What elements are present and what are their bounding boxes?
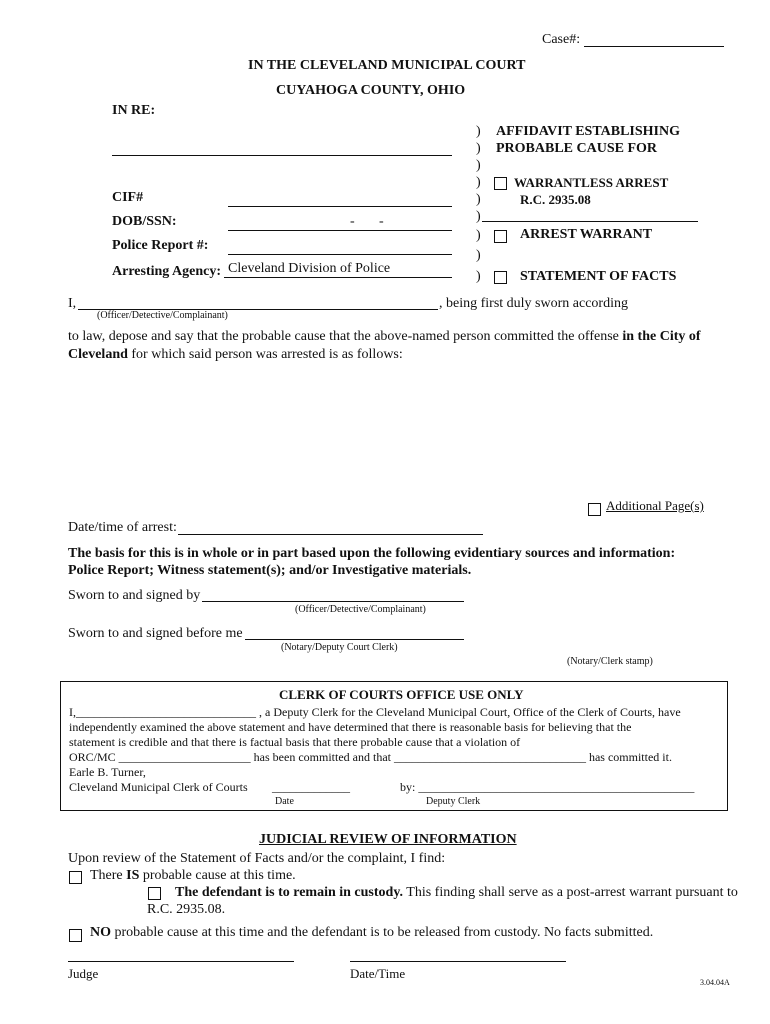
arrest-warrant-label: ARREST WARRANT (520, 227, 653, 242)
no-probable-cause-checkbox[interactable] (69, 929, 82, 942)
dob-separator-1: - (350, 214, 355, 229)
arresting-agency-value[interactable]: Cleveland Division of Police (228, 261, 391, 276)
affidavit-title-1: AFFIDAVIT ESTABLISHING (496, 124, 681, 139)
oath-body-line2: Cleveland for which said person was arrested is as follows: (68, 347, 403, 362)
paren: ) (476, 124, 481, 139)
clerk-name: Earle B. Turner, (69, 765, 146, 779)
additional-pages-label: Additional Page(s) (606, 498, 704, 513)
dob-ssn-label: DOB/SSN: (112, 214, 177, 229)
statement-of-facts-checkbox[interactable] (494, 271, 507, 284)
sworn-before-caption: (Notary/Deputy Court Clerk) (281, 642, 398, 653)
arresting-agency-field[interactable] (224, 277, 452, 278)
judicial-review-title: JUDICIAL REVIEW OF INFORMATION (259, 832, 517, 847)
judge-label: Judge (68, 966, 99, 981)
statement-of-facts-label: STATEMENT OF FACTS (520, 269, 677, 284)
clerk-date-caption: Date (275, 796, 294, 807)
notary-stamp-caption: (Notary/Clerk stamp) (567, 656, 653, 667)
basis-line2: Police Report; Witness statement(s); and/or Investigative materials. (68, 563, 472, 578)
remain-in-custody-checkbox[interactable] (148, 887, 161, 900)
cif-field[interactable] (228, 206, 452, 207)
paren: ) (476, 158, 481, 173)
clerk-line3: statement is credible and that there is factual basis that there probable cause that a violation of (69, 735, 521, 749)
notary-signature-field[interactable] (245, 639, 464, 640)
clerk-line1: I,______________________________ , a Deputy Clerk for the Cleveland Municipal Court, Office of the Clerk of Courts, have (69, 705, 681, 719)
no-probable-cause-label: NO probable cause at this time and the defendant is to be released from custody. No facts submitted. (90, 925, 654, 940)
probable-cause-is-checkbox[interactable] (69, 871, 82, 884)
dob-ssn-field[interactable] (228, 230, 452, 231)
sworn-signed-by-caption: (Officer/Detective/Complainant) (295, 604, 426, 615)
oath-prefix: I, (68, 296, 77, 311)
affidavit-divider-line (482, 221, 698, 222)
in-re-label: IN RE: (112, 103, 156, 118)
arresting-agency-label: Arresting Agency: (112, 264, 221, 279)
judicial-intro: Upon review of the Statement of Facts and/or the complaint, I find: (68, 851, 446, 866)
paren: ) (476, 209, 481, 224)
police-report-field[interactable] (228, 254, 452, 255)
datetime-arrest-field[interactable] (178, 534, 483, 535)
clerk-office: Cleveland Municipal Clerk of Courts (69, 780, 248, 794)
clerk-box-title: CLERK OF COURTS OFFICE USE ONLY (279, 687, 524, 702)
paren: ) (476, 175, 481, 190)
warrantless-arrest-label: WARRANTLESS ARREST (514, 175, 669, 190)
court-county: CUYAHOGA COUNTY, OHIO (276, 83, 466, 98)
additional-pages-checkbox[interactable] (588, 503, 601, 516)
dob-separator-2: - (379, 214, 384, 229)
paren: ) (476, 248, 481, 263)
judge-datetime-label: Date/Time (350, 966, 406, 981)
case-number-field[interactable] (584, 46, 724, 47)
clerk-deputy-caption: Deputy Clerk (426, 796, 481, 807)
remain-in-custody-rc: R.C. 2935.08. (147, 902, 226, 917)
basis-line1: The basis for this is in whole or in part based upon the following evidentiary sources and information: (68, 546, 676, 561)
paren: ) (476, 192, 481, 207)
clerk-date-blank[interactable]: _____________ (272, 780, 350, 794)
case-label: Case#: (542, 32, 581, 47)
oath-suffix: , being first duly sworn according (439, 296, 628, 311)
paren: ) (476, 228, 481, 243)
remain-in-custody-label: The defendant is to remain in custody. This finding shall serve as a post-arrest warrant pursuant to (175, 885, 738, 900)
police-report-label: Police Report #: (112, 238, 209, 253)
paren: ) (476, 141, 481, 156)
paren: ) (476, 269, 481, 284)
judge-signature-field[interactable] (68, 961, 294, 962)
cif-label: CIF# (112, 190, 144, 205)
sworn-signature-field[interactable] (202, 601, 464, 602)
warrantless-arrest-checkbox[interactable] (494, 177, 507, 190)
sworn-signed-by-label: Sworn to and signed by (68, 588, 201, 603)
clerk-line4: ORC/MC ______________________ has been committed and that ________________________________ has committed it. (69, 750, 672, 764)
oath-body-line1: to law, depose and say that the probable cause that the above-named person committed the offense in the City of (68, 329, 701, 344)
arrest-warrant-checkbox[interactable] (494, 230, 507, 243)
affidavit-title-2: PROBABLE CAUSE FOR (496, 141, 658, 156)
clerk-line2: independently examined the above statement and have determined that there is reasonable basis for believing that the (69, 720, 632, 734)
officer-caption: (Officer/Detective/Complainant) (97, 310, 228, 321)
form-number: 3.04.04A (700, 978, 730, 987)
judge-datetime-field[interactable] (350, 961, 566, 962)
sworn-before-label: Sworn to and signed before me (68, 626, 243, 641)
defendant-name-field[interactable] (112, 155, 452, 156)
datetime-arrest-label: Date/time of arrest: (68, 520, 177, 535)
clerk-by-line[interactable]: by: ______________________________________________ (400, 780, 695, 794)
court-title: IN THE CLEVELAND MUNICIPAL COURT (248, 58, 526, 73)
warrantless-rc-label: R.C. 2935.08 (520, 192, 591, 207)
probable-cause-is-label: There IS probable cause at this time. (90, 868, 296, 883)
